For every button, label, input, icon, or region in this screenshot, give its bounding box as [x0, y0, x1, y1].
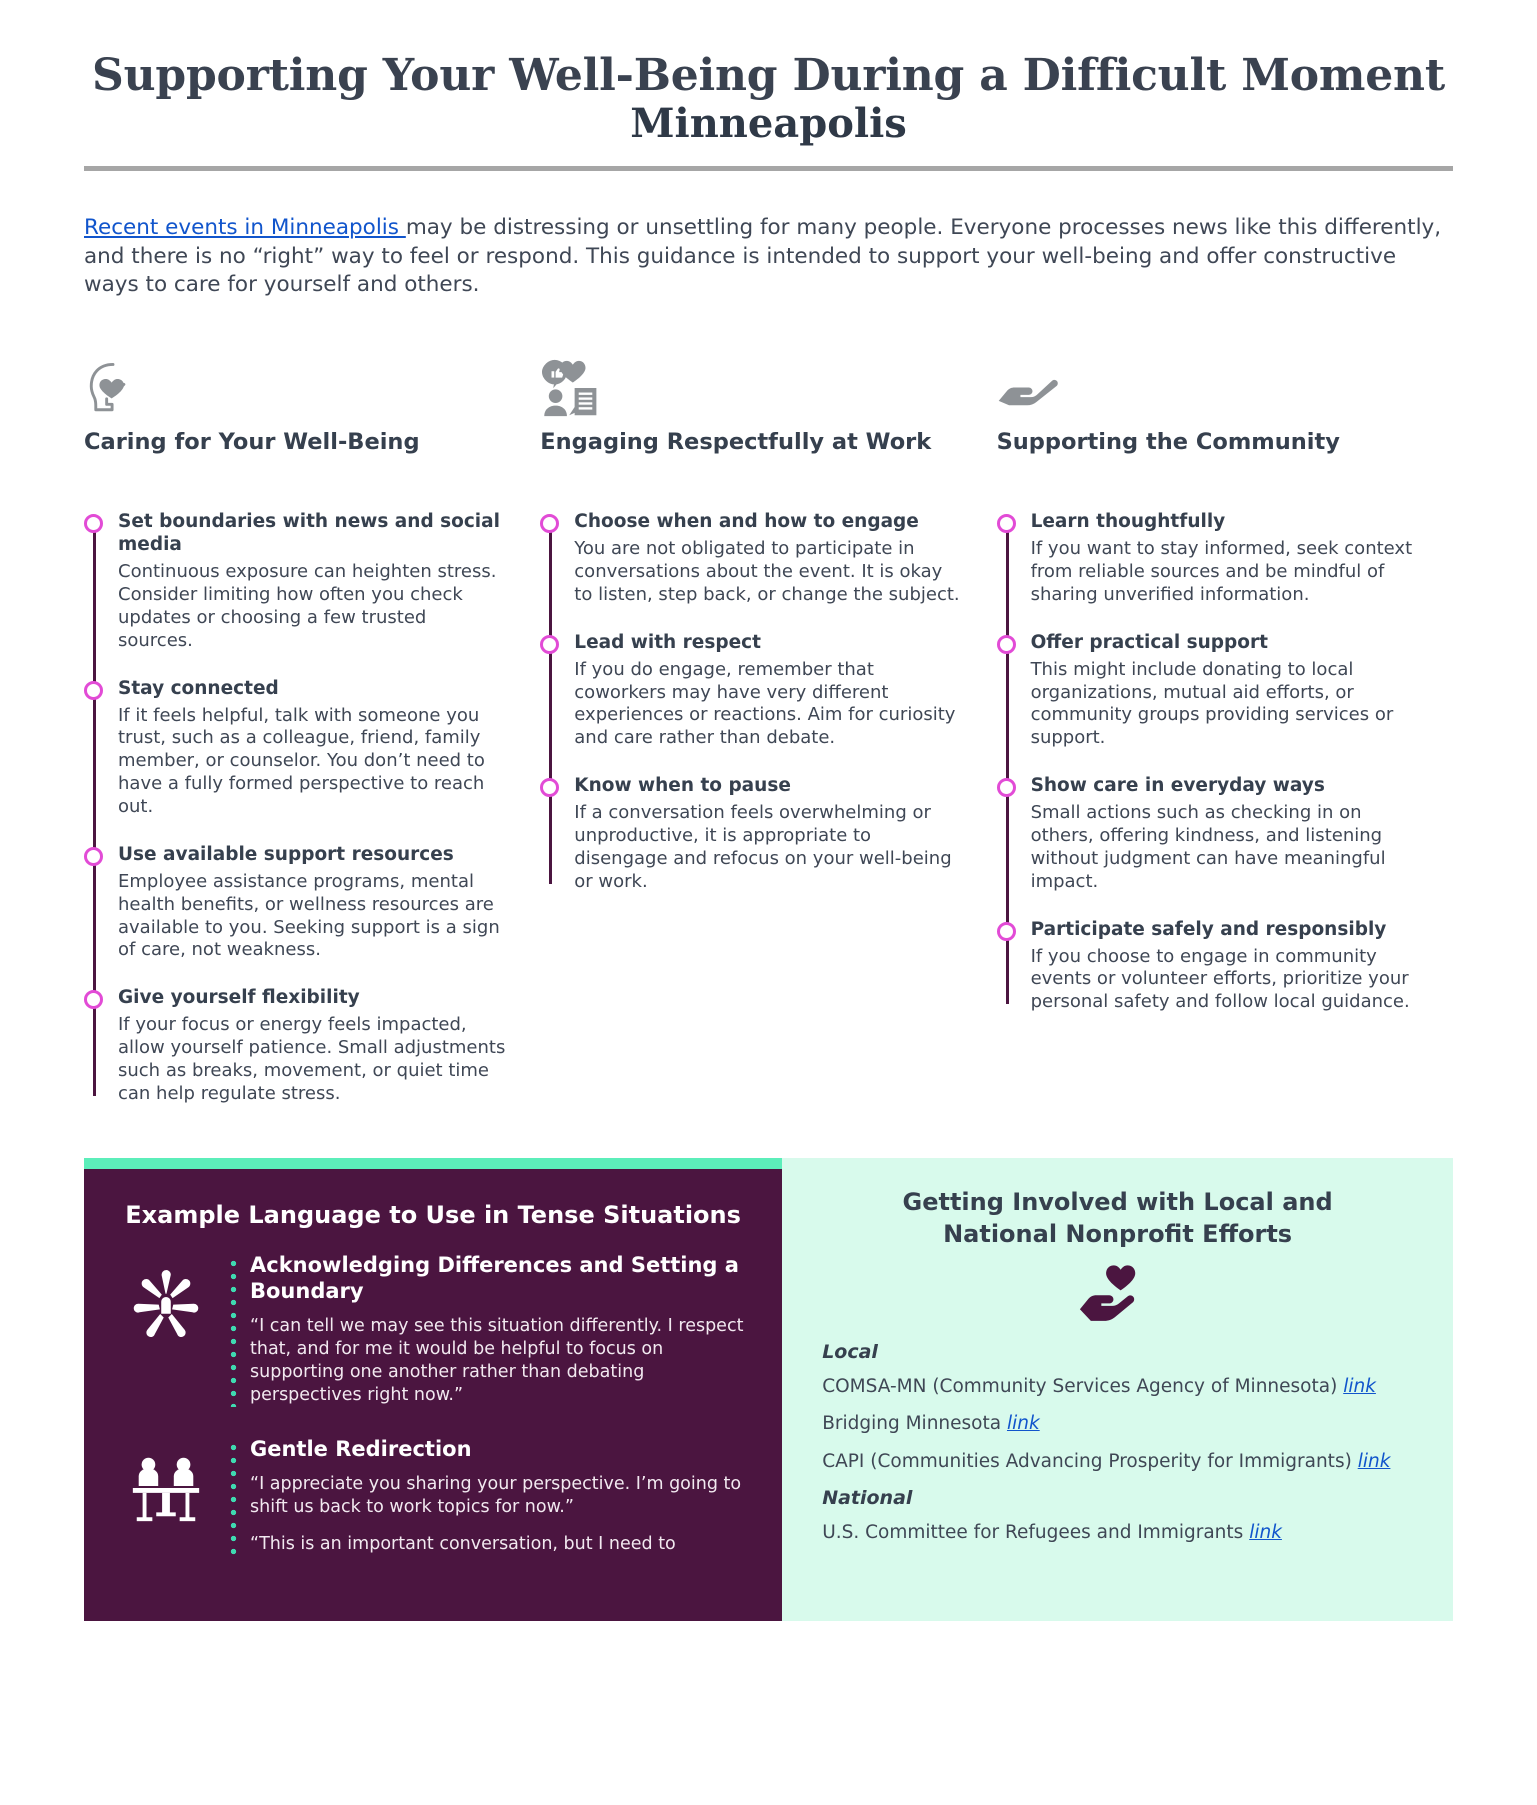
column-title: Caring for Your Well-Being: [84, 429, 420, 456]
timeline-dot-icon: [84, 514, 103, 533]
example-language-title: Example Language to Use in Tense Situations: [125, 1200, 741, 1229]
resource-item: [822, 1450, 1413, 1473]
example-entry-quote-continued: “This is an important conversation, but I need to: [250, 1533, 676, 1554]
timeline-item-head: Show care in everyday ways: [1030, 775, 1325, 797]
timeline-item-body: If your focus or energy feels impacted, allow yourself patience. Small adjustments such as breaks, movement, or quiet time can help regulate stress.: [118, 1014, 506, 1104]
timeline-item: [1031, 511, 1419, 607]
timeline-dot-icon: [997, 778, 1016, 797]
timeline-item-body: If you do engage, remember that coworkers may have very different experiences or reactions. Aim for curiosity and care rather than debate.: [574, 658, 956, 749]
hand-holding-heart-icon: [822, 1263, 1413, 1325]
timeline-dot-icon: [540, 514, 559, 533]
timeline-item-body: If you choose to engage in community events or volunteer efforts, prioritize your personal safety and follow local guidance.: [1030, 945, 1410, 1013]
resource-name: Bridging Minnesota: [822, 1413, 1007, 1435]
resources-group-label: Local: [822, 1341, 878, 1364]
timeline-item: [574, 511, 962, 607]
resources-title-line2: National Nonprofit Efforts: [943, 1220, 1293, 1249]
timeline-item-head: Set boundaries with news and social media: [118, 511, 500, 556]
feedback-conversation-icon: [540, 355, 962, 417]
timeline-dot-icon: [997, 635, 1016, 654]
resource-item: [822, 1375, 1413, 1398]
timeline-dot-icon: [84, 990, 103, 1009]
timeline-item-head: Give yourself flexibility: [118, 987, 360, 1009]
dotted-connector: [226, 1257, 240, 1407]
timeline-item-body: This might include donating to local organizations, mutual aid efforts, or community groups providing services or support.: [1030, 658, 1394, 749]
resource-item: [822, 1412, 1413, 1435]
timeline-item-head: Stay connected: [118, 677, 279, 699]
timeline-item-head: Lead with respect: [574, 631, 761, 653]
timeline-item: [1031, 632, 1419, 750]
timeline-item-body: Employee assistance programs, mental health benefits, or wellness resources are available to you. Seeking support is a sign of care, not weakness.: [118, 870, 500, 961]
example-entry-text: [250, 1253, 756, 1407]
timeline-item-body: You are not obligated to participate in conversations about the event. It is okay to listen, step back, or change the subject.: [574, 538, 960, 605]
timeline-item: [574, 632, 962, 750]
timeline-item-head: Learn thoughtfully: [1030, 511, 1226, 533]
page-header: [0, 0, 1537, 171]
timeline-item-body: If a conversation feels overwhelming or unproductive, it is appropriate to disengage and refocus on your well-being or work.: [574, 802, 952, 892]
resource-name: CAPI (Communities Advancing Prosperity for Immigrants): [822, 1450, 1358, 1472]
resource-link[interactable]: link: [1249, 1522, 1282, 1544]
page-subtitle: Minneapolis: [630, 99, 907, 147]
example-entry-text: [250, 1437, 756, 1556]
resources-title-line1: Getting Involved with Local and: [902, 1187, 1333, 1216]
intro-rest-text: may be distressing or unsettling for many people. Everyone processes news like this differently, and there is no “right” way to feel or respond. This guidance is intended to support your well-being and offer constructive ways to care for yourself and others.: [84, 215, 1442, 298]
timeline-item-head: Use available support resources: [118, 843, 454, 865]
resource-name: U.S. Committee for Refugees and Immigrants: [822, 1522, 1250, 1544]
timeline-item: [118, 511, 506, 652]
timeline-dot-icon: [540, 778, 559, 797]
timeline-dot-icon: [997, 922, 1016, 941]
resources-group-national: [822, 1487, 1413, 1544]
example-language-panel: [84, 1158, 782, 1621]
resources-group-local: [822, 1341, 1413, 1473]
timeline-dot-icon: [997, 514, 1016, 533]
timeline-dot-icon: [84, 847, 103, 866]
example-entry: [110, 1253, 756, 1407]
header-divider: [84, 166, 1453, 171]
timeline-item-body: Small actions such as checking in on others, offering kindness, and listening without judgment can have meaningful impact.: [1030, 802, 1386, 892]
column-supporting-the-community: [997, 355, 1453, 1105]
resource-link[interactable]: link: [1357, 1450, 1391, 1472]
column-engaging-respectfully-at-work: [540, 355, 996, 1105]
resource-item: [822, 1521, 1413, 1544]
timeline-dot-icon: [540, 635, 559, 654]
timeline-item-body: If it feels helpful, talk with someone you trust, such as a colleague, friend, family member, or counselor. You don’t need to have a fully formed perspective to reach out.: [118, 704, 485, 817]
timeline-item: [1031, 775, 1419, 893]
timeline-item: [118, 987, 506, 1105]
example-entry-quote: “I appreciate you sharing your perspective. I’m going to shift us back to work topics for now.”: [250, 1473, 742, 1517]
recent-events-link[interactable]: Recent events in Minneapolis: [84, 215, 406, 241]
page-title: Supporting Your Well-Being During a Difficult Moment: [92, 50, 1445, 101]
example-entry-head: Acknowledging Differences and Setting a Boundary: [250, 1253, 739, 1303]
example-entry: [110, 1437, 756, 1561]
timeline-item-body: If you want to stay informed, seek context from reliable sources and be mindful of sharing unverified information.: [1030, 538, 1413, 605]
meeting-table-icon: [110, 1437, 222, 1527]
hands-together-icon: [110, 1253, 222, 1351]
timeline-list: [540, 511, 962, 893]
guidance-columns: [0, 321, 1537, 1105]
bottom-panels: [84, 1158, 1453, 1621]
open-hand-icon: [997, 355, 1419, 417]
example-entry-quote: “I can tell we may see this situation differently. I respect that, and for me it would be helpful to focus on supporting one another rather than debating perspectives right now.”: [250, 1315, 744, 1405]
timeline-item: [574, 775, 962, 893]
resources-group-label: National: [822, 1487, 913, 1510]
timeline-item-head: Offer practical support: [1030, 631, 1268, 653]
timeline-list: [997, 511, 1419, 1014]
column-title: Supporting the Community: [996, 429, 1340, 456]
example-entry-head: Gentle Redirection: [250, 1436, 472, 1461]
resources-panel: [782, 1158, 1453, 1621]
timeline-item: [118, 844, 506, 962]
dotted-connector: [226, 1441, 240, 1561]
timeline-item: [118, 678, 506, 819]
resource-name: COMSA-MN (Community Services Agency of Minnesota): [822, 1376, 1344, 1398]
column-caring-for-your-well-being: [84, 355, 540, 1105]
timeline-item-head: Participate safely and responsibly: [1030, 918, 1387, 940]
resource-link[interactable]: link: [1343, 1376, 1376, 1398]
timeline-dot-icon: [84, 681, 103, 700]
intro-paragraph: [0, 192, 1537, 300]
column-title: Engaging Respectfully at Work: [540, 429, 932, 456]
timeline-item-head: Know when to pause: [574, 775, 791, 797]
timeline-item: [1031, 919, 1419, 1015]
head-with-heart-icon: [84, 355, 506, 417]
timeline-list: [84, 511, 506, 1105]
timeline-item-head: Choose when and how to engage: [574, 511, 919, 533]
timeline-item-body: Continuous exposure can heighten stress. Consider limiting how often you check updates or choosing a few trusted sources.: [118, 561, 497, 651]
resource-link[interactable]: link: [1006, 1413, 1040, 1435]
